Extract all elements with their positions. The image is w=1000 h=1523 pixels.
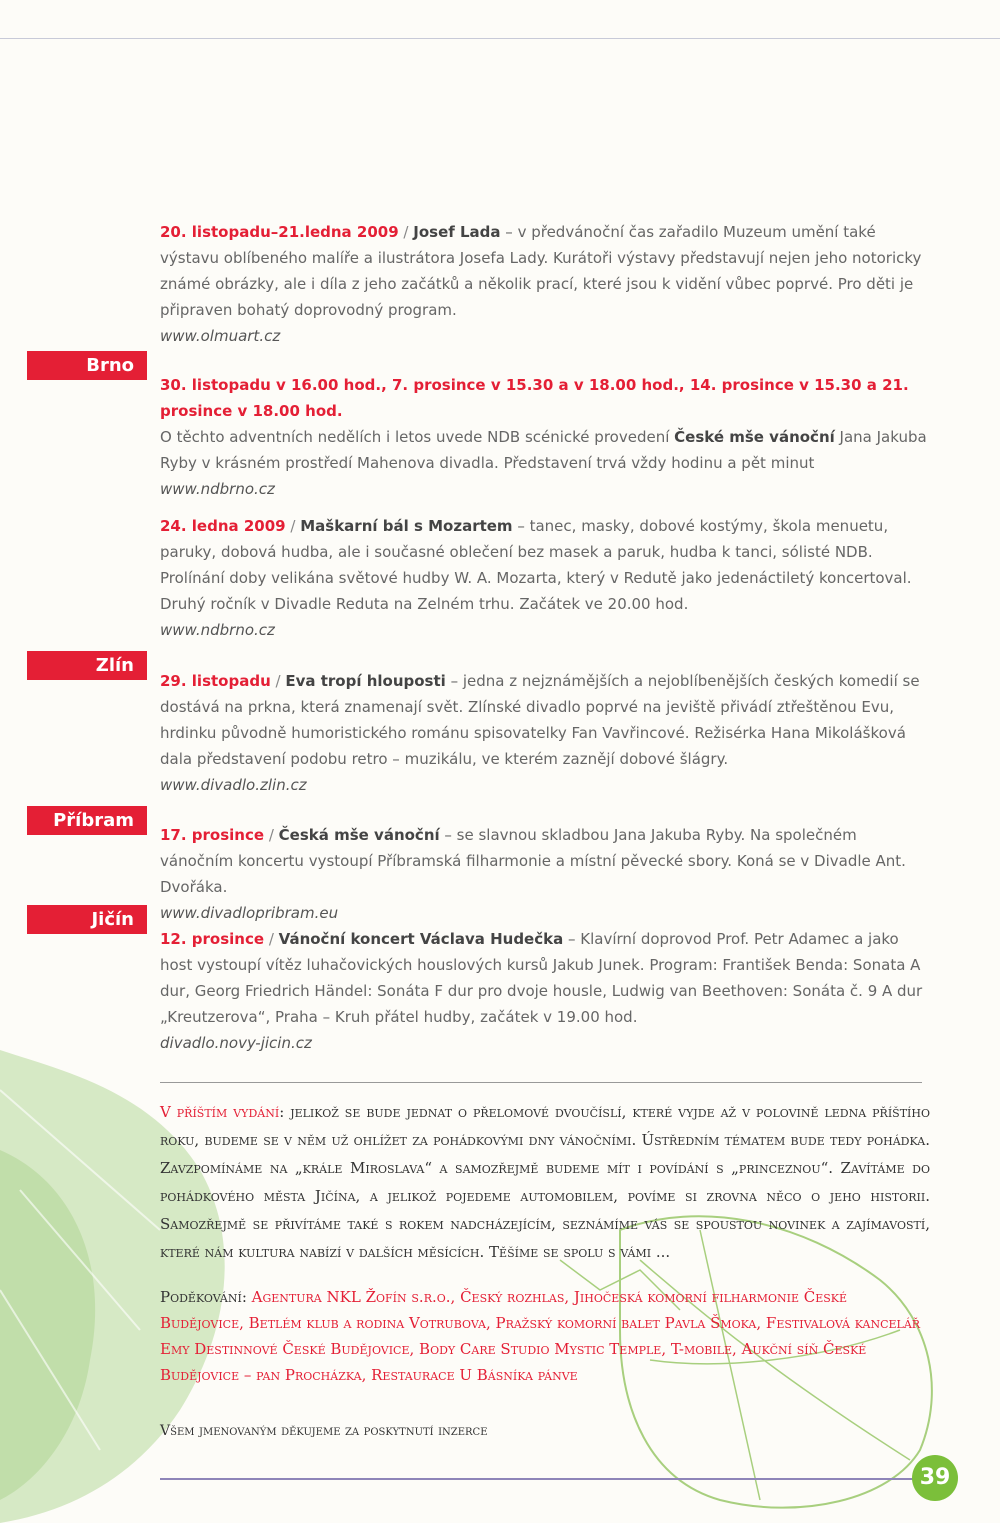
event-maskarni-bal xyxy=(160,513,930,643)
thanks-label: Poděkování: xyxy=(160,1288,252,1306)
category-jicin: Jičín xyxy=(27,905,147,934)
event-ceska-mse-pribram xyxy=(160,822,930,926)
category-zlin: Zlín xyxy=(27,651,147,680)
top-rule xyxy=(0,38,1000,39)
event-text: – tanec, masky, dobové kostýmy, škola menuetu, paruky, dobová hudba, ale i současné oblečení bez masek a paruk, hudba k tanci, sólisté NDB. Prolínání doby velikána světové hudby W. A. Mozarta, který v Redutě jako jedenáctiletý koncertoval. Druhý ročník v Divadle Reduta na Zelném trhu. Začátek ve 20.00 hod. xyxy=(160,517,912,613)
event-title: Vánoční koncert Václava Hudečka xyxy=(278,930,564,948)
event-ceska-mse-brno xyxy=(160,372,930,502)
event-title: Josef Lada xyxy=(413,223,501,241)
event-josef-lada xyxy=(160,219,930,349)
event-link[interactable]: www.ndbrno.cz xyxy=(160,621,275,639)
category-pribram: Příbram xyxy=(27,806,147,835)
event-text: – Klavírní doprovod Prof. Petr Adamec a jako host vystoupí vítěz luhačovických houslových kursů Jakub Junek. Program: František Benda: Sonata A dur, Georg Friedrich Händel: Sonáta F dur pro dvoje housle, Ludwig van Beethoven: Sonáta č. 9 A dur „Kreutzerova“, Praha – Kruh přátel hudby, začátek v 19.00 hod. xyxy=(160,930,923,1026)
event-title: České mše vánoční xyxy=(674,428,835,446)
thanks-note xyxy=(160,1284,930,1388)
event-title: Eva tropí hlouposti xyxy=(285,672,446,690)
event-eva-tropi-hlouposti xyxy=(160,668,930,798)
category-brno: Brno xyxy=(27,351,147,380)
separator: / xyxy=(264,930,279,948)
event-link[interactable]: www.divadlo.zlin.cz xyxy=(160,776,307,794)
event-link[interactable]: www.olmuart.cz xyxy=(160,327,281,345)
event-text: O těchto adventních nedělích i letos uvede NDB scénické provedení xyxy=(160,428,675,446)
sponsors-note: Všem jmenovaným děkujeme za poskytnutí inzerce xyxy=(160,1423,488,1439)
separator: / xyxy=(270,672,286,690)
section-divider xyxy=(160,1082,922,1083)
event-date: 12. prosince xyxy=(160,930,265,948)
next-issue-text: : jelikož se bude jednat o přelomové dvoučíslí, které vyjde až v polovině ledna příštího roku, budeme se v něm už ohlížet za pohádkovými dny vánočními. Ústředním tématem bude tedy pohádka. Zavzpomínáme na „krále Miroslava“ a samozřejmě budeme mít i povídání s „princeznou“. Zavítáme do pohádkového města Jičína, a jelikož pojedeme automobilem, povíme si zrovna něco o jeho historii. Samozřejmě se přivítáme také s rokem nadcházejícím, seznámíme vás se spoustou novinek a zajímavostí, které nám kultura nabízí v dalších měsících. Těšíme se spolu s vámi ... xyxy=(160,1103,930,1261)
event-link[interactable]: www.ndbrno.cz xyxy=(160,480,275,498)
separator: / xyxy=(398,223,414,241)
event-link[interactable]: divadlo.novy-jicin.cz xyxy=(160,1034,312,1052)
event-date: 24. ledna 2009 xyxy=(160,517,286,535)
event-title: Česká mše vánoční xyxy=(278,826,440,844)
next-issue-label: V příštím vydání xyxy=(160,1103,280,1121)
event-text: – se slavnou skladbou Jana Jakuba Ryby. Na společném vánočním koncertu vystoupí Příbramská filharmonie a místní pěvecké sbory. Koná se v Divadle Ant. Dvořáka. xyxy=(160,826,906,896)
event-title: Maškarní bál s Mozartem xyxy=(300,517,513,535)
event-date: 17. prosince xyxy=(160,826,265,844)
event-date: 29. listopadu xyxy=(160,672,271,690)
event-text: – jedna z nejznámějších a nejoblíbenějších českých komedií se dostává na prkna, která znamenají svět. Zlínské divadlo poprvé na jeviště přivádí ztřeštěnou Evu, hrdinku původně humoristického románu spisovatelky Fan Vavřincové. Režisérka Hana Mikolášková dala představení podobu retro – muzikálu, ve kterém zaznějí dobové šlágry. xyxy=(160,672,920,768)
page-number: 39 xyxy=(912,1455,958,1501)
thanks-list: Agentura NKL Žofín s.r.o., Český rozhlas, Jihočeská komorní filharmonie České Budějovice, Betlém klub a rodina Votrubova, Pražský komorní balet Pavla Šmoka, Festivalová kancelář Emy Destinnové České Budějovice, Body Care Studio Mystic Temple, T-mobile, Aukční síň České Budějovice – pan Procházka, Restaurace U Básníka pánve xyxy=(160,1288,921,1384)
event-vanocni-koncert xyxy=(160,926,930,1056)
event-text: Jana Jakuba Ryby v krásném prostředí Mahenova divadla. Představení trvá vždy hodinu a pět minut xyxy=(160,428,927,472)
separator: / xyxy=(285,517,301,535)
event-link[interactable]: www.divadlopribram.eu xyxy=(160,904,339,922)
separator: / xyxy=(264,826,279,844)
event-text: – v předvánoční čas zařadilo Muzeum umění také výstavu oblíbeného malíře a ilustrátora Josefa Lady. Kurátoři výstavy představují nejen jeho notoricky známé obrázky, ale i díla z jeho začátků a několik prací, které jsou k vidění vůbec poprvé. Pro děti je připraven bohatý doprovodný program. xyxy=(160,223,922,319)
event-date: 30. listopadu v 16.00 hod., 7. prosince v 15.30 a v 18.00 hod., 14. prosince v 15.30 a 21. prosince v 18.00 hod. xyxy=(160,376,909,420)
bottom-rule xyxy=(160,1478,930,1480)
event-date: 20. listopadu–21.ledna 2009 xyxy=(160,223,399,241)
next-issue-note xyxy=(160,1098,930,1266)
